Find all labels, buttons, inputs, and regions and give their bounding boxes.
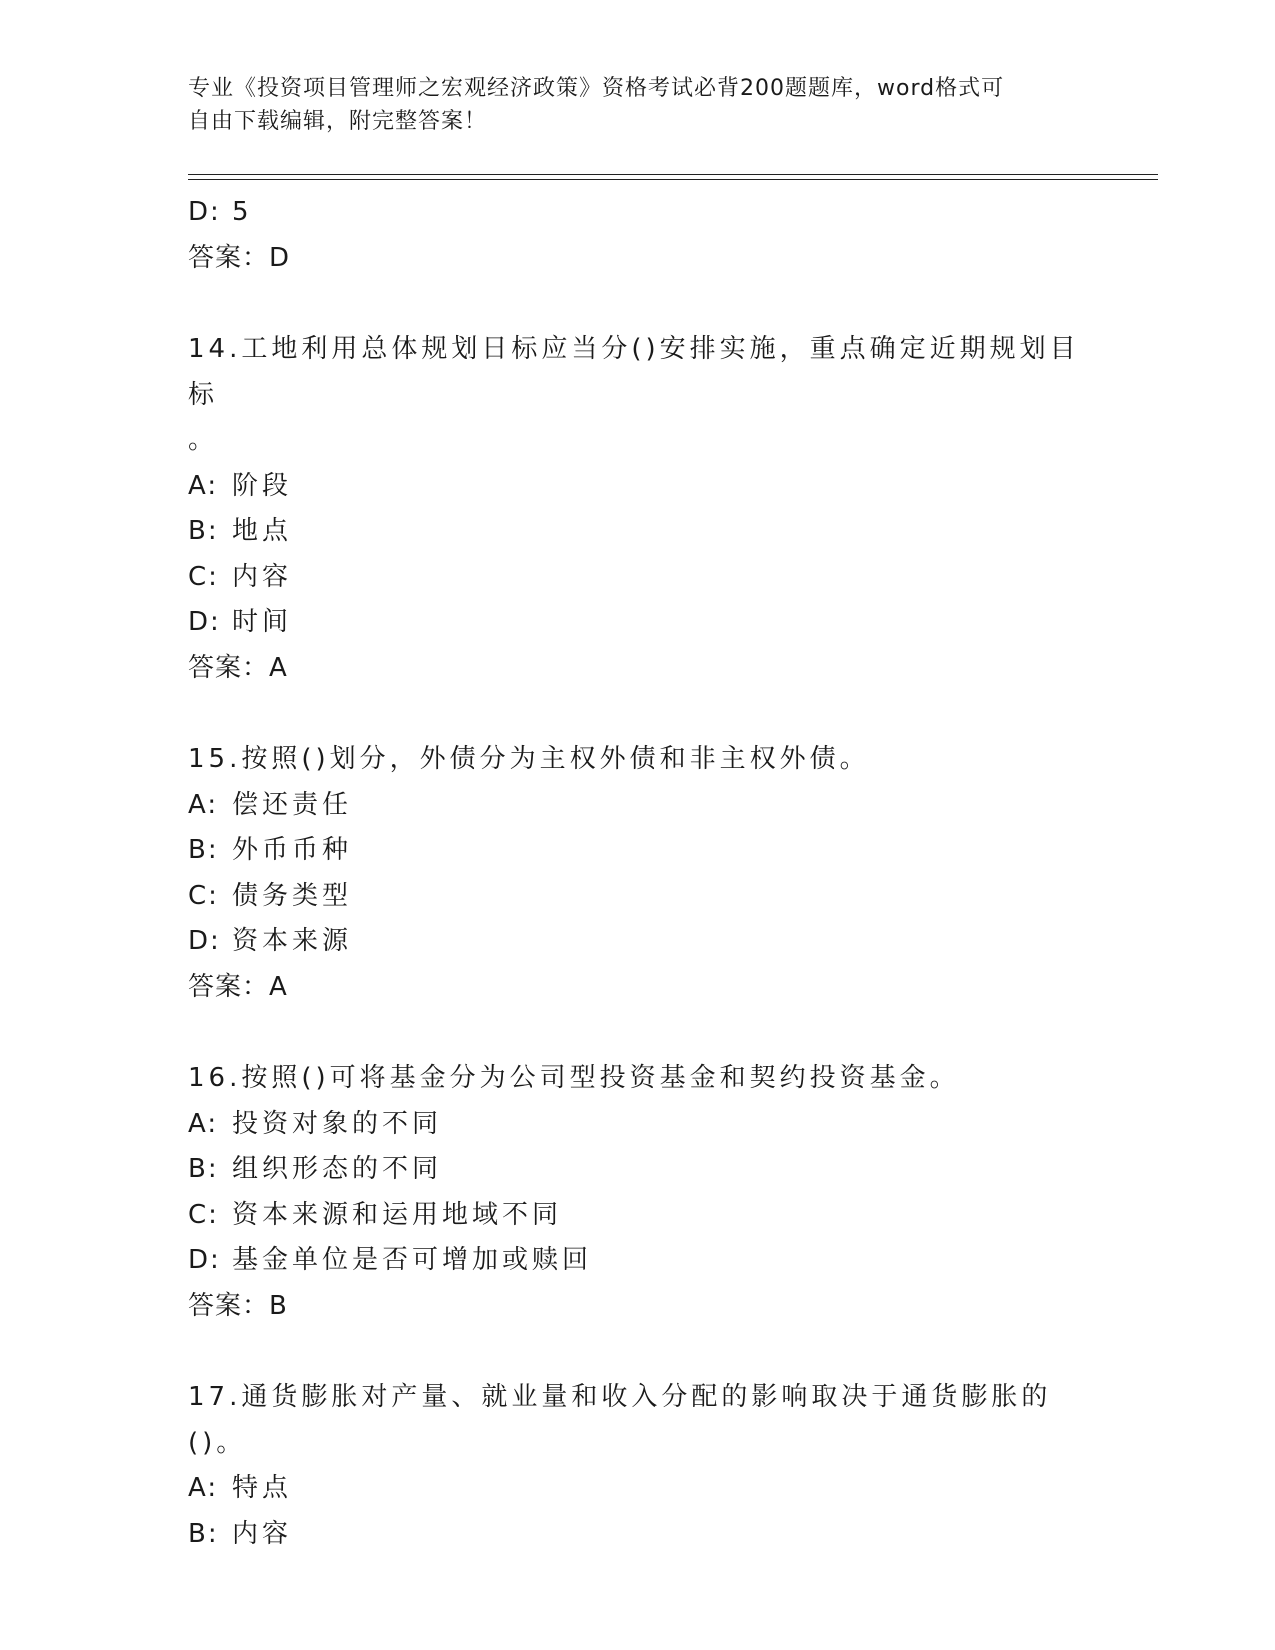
question-16-answer: 答案：B xyxy=(188,1290,288,1321)
question-17-option-b xyxy=(188,1512,1088,1558)
option-key: C: xyxy=(188,880,219,911)
option-value: 组织形态的不同 xyxy=(232,1154,443,1184)
spacer xyxy=(188,281,1088,327)
option-key: C: xyxy=(188,561,219,592)
question-16-stem: 16.按照()可将基金分为公司型投资基金和契约投资基金。 xyxy=(188,1063,960,1093)
question-14-stem-cont: 。 xyxy=(188,425,219,455)
option-key: C: xyxy=(188,1199,219,1230)
question-17-option-a xyxy=(188,1466,1088,1512)
question-14-option-a xyxy=(188,464,1088,510)
option-key: B: xyxy=(188,516,219,546)
spacer xyxy=(188,1329,1088,1375)
option-value: 基金单位是否可增加或赎回 xyxy=(232,1245,593,1275)
option-key: B: xyxy=(188,1518,219,1549)
option-key: A: xyxy=(188,789,219,820)
option-value: 内容 xyxy=(232,1518,293,1549)
question-15-stem: 15.按照()划分，外债分为主权外债和非主权外债。 xyxy=(188,744,870,774)
option-value: 偿还责任 xyxy=(232,789,353,820)
header-rule-bottom xyxy=(188,179,1158,180)
question-16-option-c xyxy=(188,1193,1088,1239)
option-key: B: xyxy=(188,1154,219,1184)
option-key: A: xyxy=(188,1473,219,1503)
question-content xyxy=(188,190,1088,1557)
question-14-stem: 14.工地利用总体规划日标应当分()安排实施，重点确定近期规划目标 xyxy=(188,334,1080,410)
prev-answer: 答案：D xyxy=(188,242,291,273)
option-value: 外币币种 xyxy=(232,835,353,865)
question-16-option-b xyxy=(188,1147,1088,1193)
question-15-option-d xyxy=(188,919,1088,965)
question-15-option-a xyxy=(188,783,1088,829)
header-rule-top xyxy=(188,174,1158,175)
option-value: 时间 xyxy=(232,607,293,637)
question-15-option-c xyxy=(188,874,1088,920)
option-key: B: xyxy=(188,835,219,865)
spacer xyxy=(188,691,1088,737)
option-value: 资本来源和运用地域不同 xyxy=(232,1199,563,1230)
spacer xyxy=(188,1010,1088,1056)
question-17-stem: 17.通货膨胀对产量、就业量和收入分配的影响取决于通货膨胀的()。 xyxy=(188,1382,1052,1458)
option-value: 债务类型 xyxy=(232,880,353,911)
document-header xyxy=(188,72,1068,138)
prev-option-d xyxy=(188,190,1088,236)
option-key: D: xyxy=(188,607,221,637)
question-16-option-a xyxy=(188,1102,1088,1148)
question-14-option-b xyxy=(188,509,1088,555)
option-value: 特点 xyxy=(232,1473,293,1503)
option-value: 阶段 xyxy=(232,470,293,501)
question-14-answer: 答案：A xyxy=(188,652,288,683)
option-key: D: xyxy=(188,926,221,956)
question-14-option-c xyxy=(188,555,1088,601)
option-key: A: xyxy=(188,1108,219,1139)
question-14-option-d xyxy=(188,600,1088,646)
option-value: 地点 xyxy=(232,516,293,546)
option-value: 资本来源 xyxy=(232,926,353,956)
question-15-option-b xyxy=(188,828,1088,874)
option-key: D: xyxy=(188,197,221,227)
option-key: D: xyxy=(188,1245,221,1275)
option-value: 5 xyxy=(232,197,253,227)
question-16-option-d xyxy=(188,1238,1088,1284)
header-line-2: 自由下载编辑，附完整答案！ xyxy=(188,109,488,134)
header-line-1: 专业《投资项目管理师之宏观经济政策》资格考试必背200题题库，word格式可 xyxy=(188,76,1005,101)
option-value: 投资对象的不同 xyxy=(232,1108,443,1139)
question-15-answer: 答案：A xyxy=(188,971,288,1002)
option-key: A: xyxy=(188,470,219,501)
option-value: 内容 xyxy=(232,561,293,592)
